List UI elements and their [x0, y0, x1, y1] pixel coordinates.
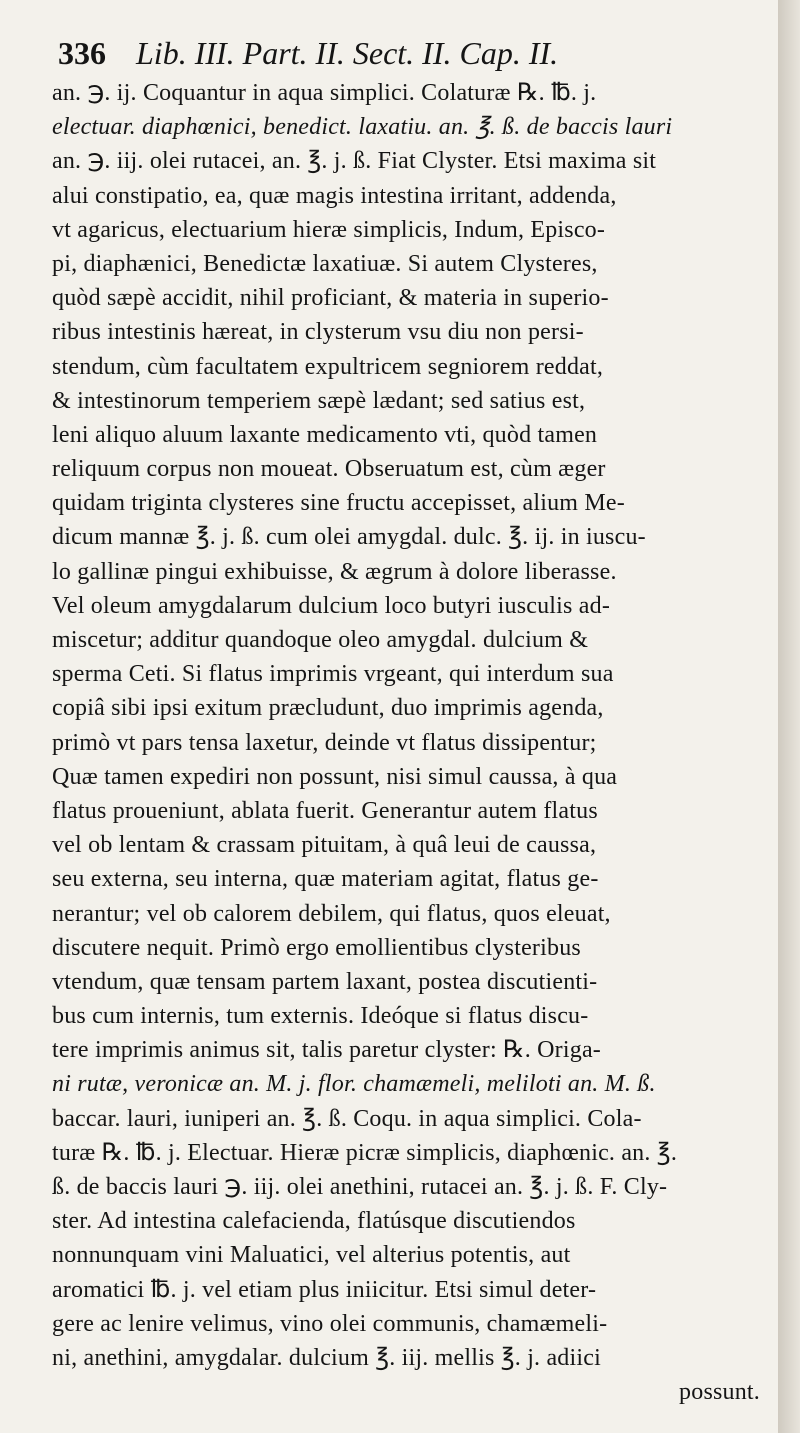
text-line: dicum mannæ ℥. j. ß. cum olei amygdal. dulc. ℥. ij. in iuscu- — [52, 524, 646, 551]
text-line: ß. de baccis lauri ℈. iij. olei anethini, rutacei an. ℥. j. ß. F. Cly- — [52, 1174, 668, 1200]
text-line: possunt. — [679, 1379, 760, 1406]
text-line: an. ℈. ij. Coquantur in aqua simplici. Colaturæ ℞. ℔. j. — [52, 80, 597, 106]
text-line: vel ob lentam & crassam pituitam, à quâ leui de caussa, — [52, 832, 597, 859]
text-line: turæ ℞. ℔. j. Electuar. Hieræ picræ simplicis, diaphœnic. an. ℥. — [52, 1139, 678, 1166]
text-line: ster. Ad intestina calefacienda, flatúsque discutiendos — [52, 1208, 576, 1235]
text-line: gere ac lenire velimus, vino olei communis, chamæmeli- — [52, 1310, 608, 1337]
text-line: discutere nequit. Primò ergo emollientibus clysteribus — [52, 934, 581, 961]
text-line: pi, diaphænici, Benedictæ laxatiuæ. Si autem Clysteres, — [52, 250, 598, 277]
text-line: ni, anethini, amygdalar. dulcium ℥. iij. mellis ℥. j. adiici — [52, 1344, 601, 1371]
text-line: tere imprimis animus sit, talis paretur clyster: ℞. Origa- — [52, 1037, 601, 1064]
text-line: & intestinorum temperiem sæpè lædant; sed satius est, — [52, 387, 586, 414]
text-line: electuar. diaphœnici, benedict. laxatiu. an. ℥. ß. de baccis lauri — [52, 114, 673, 141]
text-line: seu externa, seu interna, quæ materiam agitat, flatus ge- — [52, 866, 599, 893]
text-line: ni rutæ, veronicæ an. M. j. flor. chamæmeli, meliloti an. M. ß. — [52, 1071, 656, 1098]
body-text — [52, 76, 778, 1409]
text-line: lo gallinæ pingui exhibuisse, & ægrum à dolore liberasse. — [52, 558, 617, 585]
text-line: primò vt pars tensa laxetur, deinde vt flatus dissipentur; — [52, 729, 597, 756]
text-line: Vel oleum amygdalarum dulcium loco butyri iusculis ad- — [52, 592, 611, 619]
text-line: Quæ tamen expediri non possunt, nisi simul caussa, à qua — [52, 763, 618, 790]
text-line: stendum, cùm facultatem expultricem segniorem reddat, — [52, 353, 604, 380]
running-title: Lib. III. Part. II. Sect. II. Cap. II. — [136, 35, 559, 71]
text-line: vtendum, quæ tensam partem laxant, postea discutienti- — [52, 968, 598, 995]
text-line: ribus intestinis hæreat, in clysterum vsu diu non persi- — [52, 319, 584, 346]
text-line: leni aliquo aluum laxante medicamento vti, quòd tamen — [52, 421, 598, 448]
page-header — [52, 30, 778, 76]
text-line: copiâ sibi ipsi exitum præcludunt, duo imprimis agenda, — [52, 695, 604, 722]
text-line: an. ℈. iij. olei rutacei, an. ℥. j. ß. Fiat Clyster. Etsi maxima sit — [52, 148, 657, 175]
text-line: miscetur; additur quandoque oleo amygdal. dulcium & — [52, 627, 589, 653]
text-line: vt agaricus, electuarium hieræ simplicis, Indum, Episco- — [52, 216, 606, 243]
page-number: 336 — [58, 35, 106, 71]
text-line: baccar. lauri, iuniperi an. ℥. ß. Coqu. in aqua simplici. Cola- — [52, 1105, 642, 1132]
text-line: nonnunquam vini Maluatici, vel alterius potentis, aut — [52, 1242, 571, 1269]
text-line: quidam triginta clysteres sine fructu accepisset, alium Me- — [52, 490, 625, 517]
text-line: flatus proueniunt, ablata fuerit. Generantur autem flatus — [52, 797, 598, 824]
text-line: aromatici ℔. j. vel etiam plus iniicitur. Etsi simul deter- — [52, 1276, 597, 1303]
text-line: reliquum corpus non moueat. Obseruatum est, cùm æger — [52, 456, 606, 483]
text-line: quòd sæpè accidit, nihil proficiant, & materia in superio- — [52, 285, 609, 312]
text-line: alui constipatio, ea, quæ magis intestina irritant, addenda, — [52, 182, 617, 209]
text-line: sperma Ceti. Si flatus imprimis vrgeant, qui interdum sua — [52, 661, 614, 688]
text-line: bus cum internis, tum externis. Ideóque si flatus discu- — [52, 1003, 589, 1030]
text-line: nerantur; vel ob calorem debilem, qui flatus, quos eleuat, — [52, 900, 611, 927]
